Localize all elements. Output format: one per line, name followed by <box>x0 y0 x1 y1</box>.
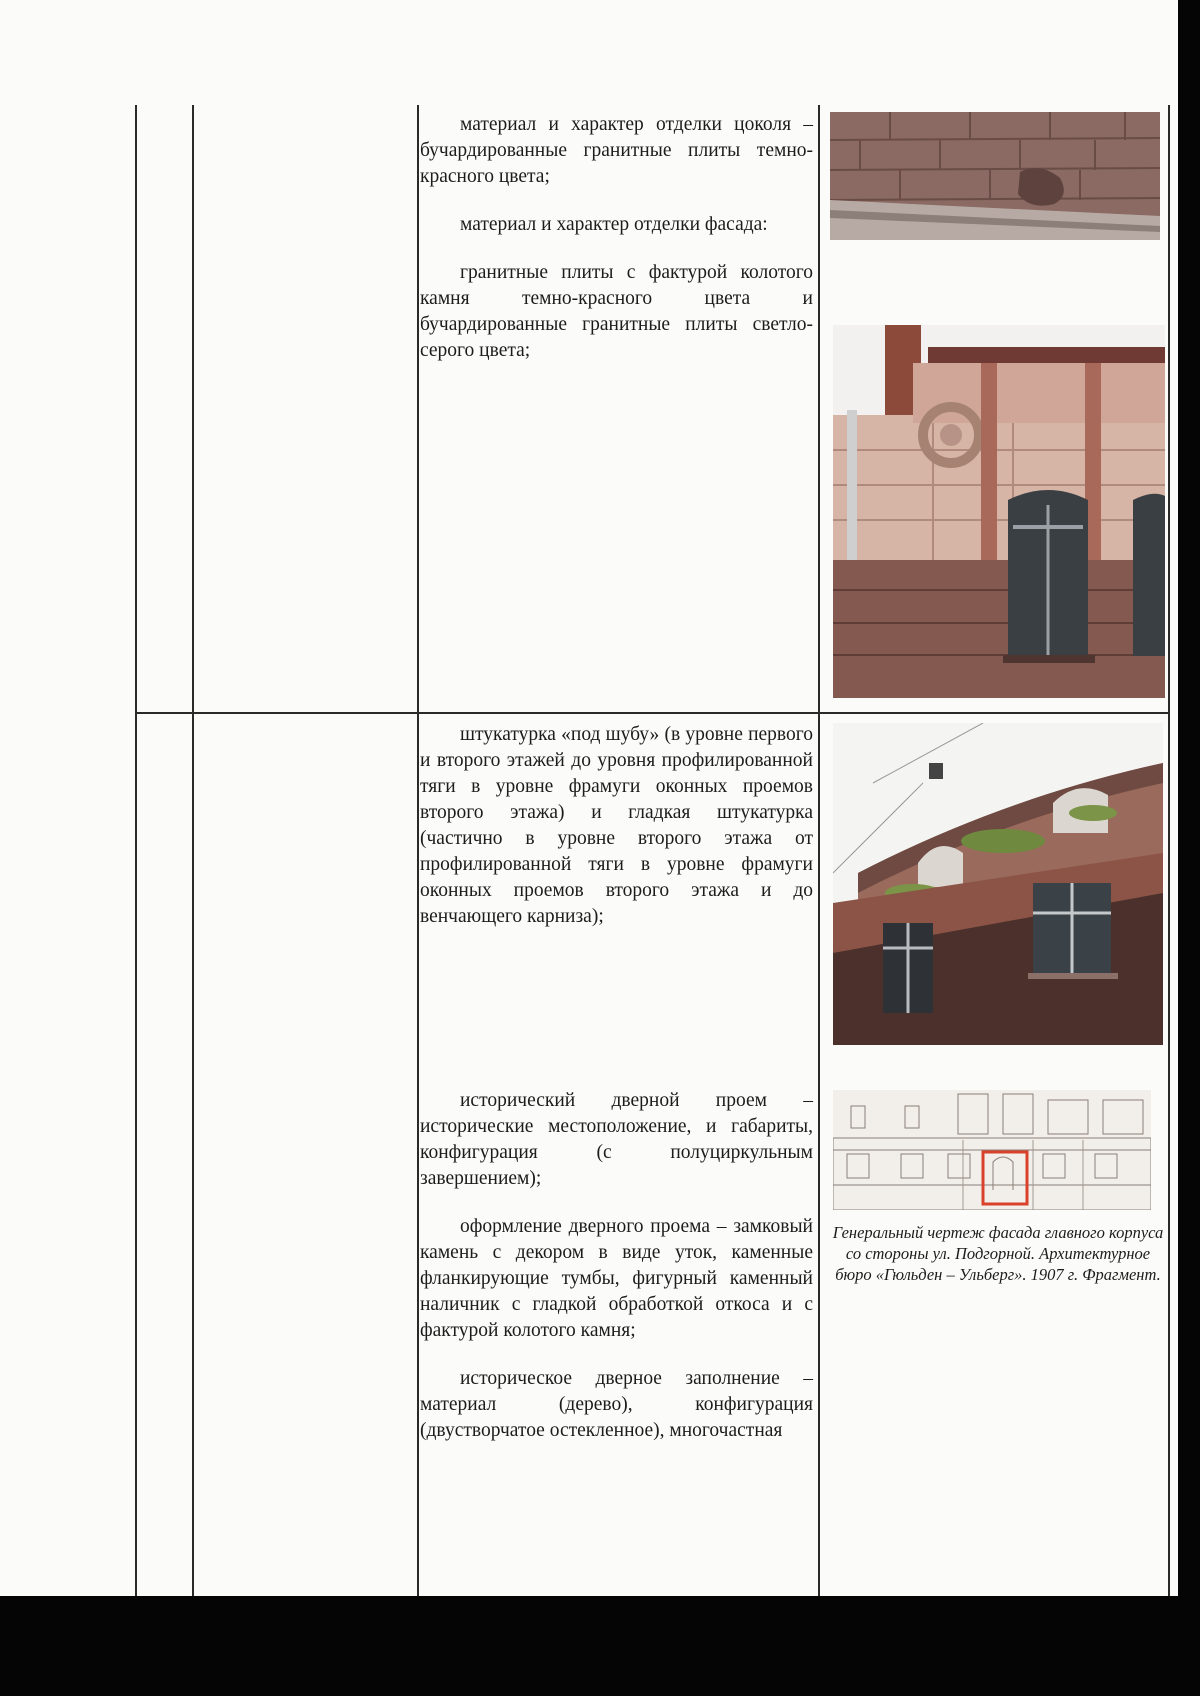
row1-paragraph-2: материал и характер отделки фасада: <box>460 214 768 235</box>
row2-paragraph-3: оформление дверного проема – замковый камень с декором в виде уток, каменные фланкирующие тумбы, фигурный каменный наличник с гладкой обработкой откоса и с фактурой колотого камня; <box>420 1216 813 1341</box>
row2-text-a <box>420 722 813 930</box>
row2-text-b <box>420 1088 813 1444</box>
row1-paragraph-1: материал и характер отделки цоколя – бучардированные гранитные плиты темно-красного цвета; <box>420 114 813 187</box>
table-divider-1 <box>192 105 194 1600</box>
facade-drawing-fragment <box>833 1090 1151 1210</box>
row2-paragraph-4: историческое дверное заполнение – материал (дерево), конфигурация (двустворчатое остекленное), многочастная <box>420 1368 813 1441</box>
table-divider-3 <box>818 105 820 1600</box>
table-border-right <box>1168 105 1170 1600</box>
table-border-left <box>135 105 137 1600</box>
scan-border-bottom <box>0 1596 1200 1696</box>
facade-granite-photo <box>833 325 1165 698</box>
row-separator <box>135 712 1170 714</box>
scan-border-right <box>1178 0 1200 1696</box>
row2-paragraph-2: исторический дверной проем – исторические местоположение, и габариты, конфигурация (с полуциркульным завершением); <box>420 1090 813 1189</box>
row1-text <box>420 112 813 364</box>
row2-paragraph-1: штукатурка «под шубу» (в уровне первого и второго этажей до уровня профилированной тяги в уровне фрамуги оконных проемов второго этажа) и гладкая штукатурка (частично в уровне второго этажа от профилированной тяги в уровне фрамуги оконных проемов второго этажа и до венчающего карниза); <box>420 724 813 927</box>
drawing-caption: Генеральный чертеж фасада главного корпуса со стороны ул. Подгорной. Архитектурное бюро «Гюльден – Ульберг». 1907 г. Фрагмент. <box>832 1223 1164 1284</box>
plinth-photo <box>830 112 1160 240</box>
row1-paragraph-3: гранитные плиты с фактурой колотого камня темно-красного цвета и бучардированные гранитные плиты светло-серого цвета; <box>420 262 813 361</box>
table-divider-2 <box>417 105 419 1600</box>
plaster-facade-photo <box>833 723 1163 1045</box>
